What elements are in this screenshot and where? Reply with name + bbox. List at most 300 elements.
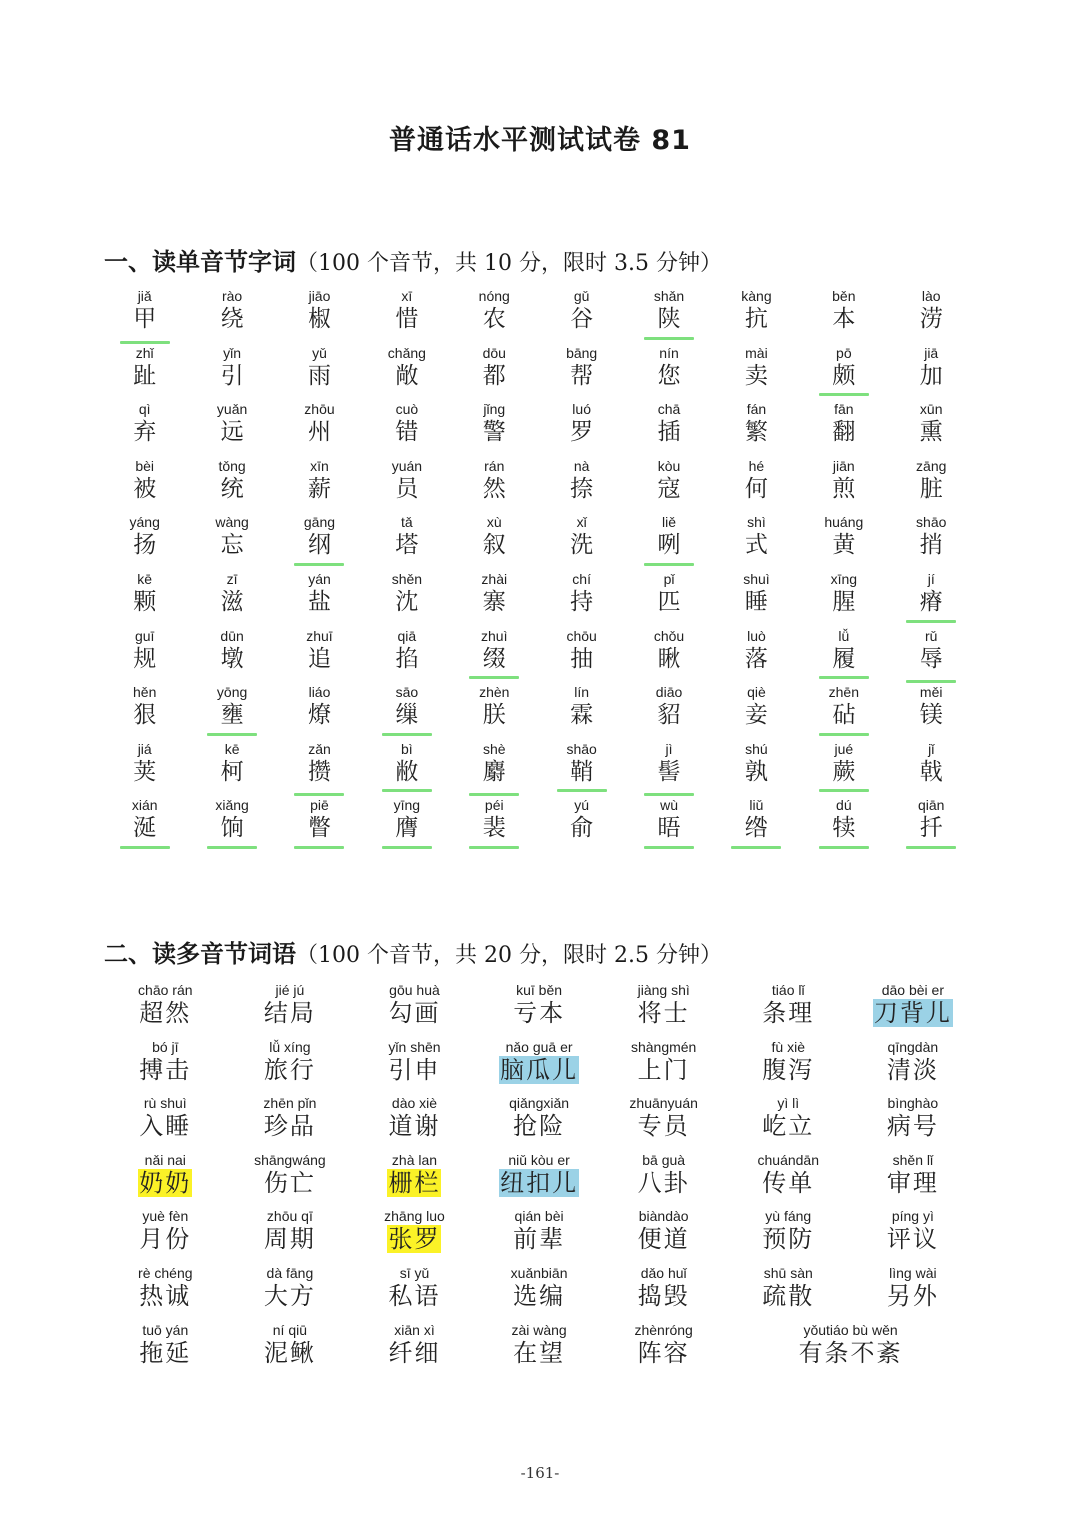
word-cell — [477, 1152, 602, 1209]
pinyin: lǚ xíng — [269, 1038, 311, 1055]
character: 惜 — [395, 306, 419, 332]
pinyin: sāo — [395, 684, 419, 701]
pinyin: shāngwáng — [254, 1151, 326, 1168]
character: 州 — [307, 419, 331, 446]
character: 熏 — [919, 419, 943, 446]
character: 晤 — [657, 815, 681, 842]
word-cell — [726, 1095, 851, 1152]
character: 统 — [220, 475, 244, 502]
pinyin: zhōu — [304, 401, 335, 418]
syllable-cell — [363, 797, 450, 854]
character: 翻 — [832, 419, 856, 446]
pinyin: diāo — [655, 684, 683, 701]
syllable-cell — [363, 628, 450, 685]
character: 繁 — [744, 419, 768, 446]
syllable-cell — [538, 797, 625, 854]
syllable-cell — [101, 571, 188, 628]
character: 卖 — [744, 362, 768, 389]
pinyin: yǐn — [223, 344, 242, 361]
pinyin: dūn — [220, 627, 244, 644]
character: 膺 — [395, 815, 419, 842]
character: 颇 — [832, 362, 856, 389]
pinyin: chāo rán — [138, 982, 193, 998]
syllable-cell — [101, 684, 188, 741]
syllable-cell — [625, 797, 712, 854]
word: 结局 — [263, 999, 316, 1027]
character: 履 — [832, 645, 856, 672]
syllable-cell — [888, 797, 975, 854]
syllable-cell — [363, 288, 450, 345]
pinyin: ní qiū — [272, 1321, 308, 1338]
word-cell — [477, 1265, 602, 1322]
syllable-cell — [363, 345, 450, 402]
syllable-cell — [188, 684, 275, 741]
pinyin: chā — [657, 401, 681, 418]
syllable-cell — [276, 684, 363, 741]
word-cell — [103, 1095, 228, 1152]
character: 麝 — [482, 758, 506, 785]
character: 您 — [657, 362, 681, 389]
underline-mark — [469, 676, 519, 679]
word-cell — [228, 1322, 353, 1379]
pinyin: yīng — [393, 797, 421, 814]
syllable-cell — [625, 401, 712, 458]
pinyin: qiā — [397, 627, 417, 644]
pinyin: piē — [310, 797, 329, 814]
underline-mark — [644, 337, 694, 340]
underline-mark — [294, 563, 344, 566]
word-cell — [601, 1265, 726, 1322]
pinyin: yuǎn — [216, 401, 248, 418]
character: 朕 — [482, 702, 506, 729]
word: 阵容 — [637, 1338, 690, 1367]
pinyin: qiǎngxiǎn — [509, 1095, 570, 1112]
underline-mark — [294, 846, 344, 849]
word: 热诚 — [139, 1281, 192, 1310]
syllable-cell — [888, 571, 975, 628]
syllable-cell — [888, 684, 975, 741]
character: 持 — [570, 588, 594, 615]
character: 缀 — [482, 645, 506, 672]
pinyin: nóng — [478, 288, 510, 304]
pinyin: zhōu qī — [266, 1208, 313, 1225]
pinyin: dào xiè — [391, 1095, 438, 1112]
pinyin: xīng — [830, 570, 858, 587]
pinyin: guī — [134, 627, 155, 644]
character: 寨 — [482, 588, 506, 615]
section-2-note: （100 个音节，共 20 分，限时 2.5 分钟） — [296, 943, 722, 968]
syllable-cell — [101, 458, 188, 515]
syllable-cell — [888, 401, 975, 458]
syllable-cell — [800, 797, 887, 854]
syllable-cell — [625, 288, 712, 345]
syllable-cell — [713, 571, 800, 628]
syllable-cell — [888, 458, 975, 515]
syllable-cell — [888, 514, 975, 571]
syllable-cell — [713, 458, 800, 515]
pinyin: hé — [748, 457, 765, 474]
character: 雨 — [307, 362, 331, 389]
word-cell — [726, 1039, 851, 1096]
underline-mark — [819, 676, 869, 679]
pinyin: luò — [747, 627, 766, 644]
pinyin: zhuānyuán — [629, 1095, 698, 1112]
word: 抢险 — [513, 1112, 566, 1141]
word: 泥鳅 — [263, 1338, 316, 1367]
character: 缫 — [395, 702, 419, 729]
word-cell — [477, 1208, 602, 1265]
syllable-cell — [538, 628, 625, 685]
character: 陕 — [657, 306, 681, 332]
pinyin: gǔ — [573, 288, 590, 304]
pinyin: zhuī — [306, 627, 333, 644]
character: 弃 — [133, 419, 157, 446]
word: 私语 — [388, 1281, 441, 1310]
pinyin: shěn lǐ — [892, 1151, 934, 1168]
word-cell — [477, 1095, 602, 1152]
pinyin: bó jī — [152, 1038, 179, 1055]
character: 薪 — [307, 475, 331, 502]
syllable-cell — [451, 458, 538, 515]
character: 抗 — [744, 306, 768, 332]
pinyin: rào — [221, 288, 243, 304]
pinyin: pǐ — [663, 570, 675, 587]
word-cell — [726, 1322, 975, 1379]
pinyin: chōu — [566, 627, 597, 644]
character: 髻 — [657, 758, 681, 785]
pinyin: niǔ kòu er — [508, 1151, 570, 1168]
character: 然 — [482, 475, 506, 502]
word: 伤亡 — [263, 1168, 316, 1197]
word: 在望 — [513, 1338, 566, 1367]
word-cell — [601, 1208, 726, 1265]
pinyin: tǒng — [218, 457, 246, 474]
pinyin: jiān — [832, 457, 855, 474]
pinyin: yù fáng — [765, 1208, 812, 1225]
syllable-cell — [101, 628, 188, 685]
character: 盐 — [307, 588, 331, 615]
word: 亏本 — [513, 999, 566, 1027]
character: 柯 — [220, 758, 244, 785]
section-1-note: （100 个音节，共 10 分，限时 3.5 分钟） — [296, 251, 722, 276]
word-cell — [851, 1152, 976, 1209]
character: 追 — [307, 645, 331, 672]
pinyin: yuán — [391, 457, 423, 474]
underline-mark — [906, 680, 956, 683]
pinyin: fán — [746, 401, 767, 418]
syllable-cell — [713, 401, 800, 458]
character: 壅 — [220, 702, 244, 729]
pinyin: kē — [224, 740, 240, 757]
syllable-cell — [276, 797, 363, 854]
pinyin: xǐ — [576, 514, 587, 531]
syllable-cell — [188, 797, 275, 854]
word-cell — [477, 1039, 602, 1096]
character: 规 — [133, 645, 157, 672]
syllable-cell — [713, 514, 800, 571]
underline-mark — [906, 620, 956, 623]
pinyin: tiáo lǐ — [771, 982, 805, 998]
character: 脏 — [919, 475, 943, 502]
syllable-cell — [713, 628, 800, 685]
pinyin: shěn — [391, 570, 423, 587]
pinyin: dāo bèi er — [881, 982, 944, 998]
word: 另外 — [886, 1281, 939, 1310]
word-cell — [352, 1265, 477, 1322]
syllable-cell — [276, 345, 363, 402]
word-cell — [477, 1322, 602, 1379]
syllable-cell — [451, 797, 538, 854]
pinyin: zhà lan — [391, 1151, 438, 1168]
character: 孰 — [744, 758, 768, 785]
character: 镁 — [919, 702, 943, 729]
word-cell — [851, 1265, 976, 1322]
pinyin: yáng — [129, 514, 160, 531]
character: 咧 — [657, 532, 681, 559]
word-cell — [601, 1322, 726, 1379]
pinyin: zhāng luo — [384, 1208, 445, 1225]
syllable-cell — [363, 571, 450, 628]
character: 洗 — [570, 532, 594, 559]
syllable-cell — [800, 628, 887, 685]
pinyin: jiàng shì — [637, 982, 690, 998]
character: 纲 — [307, 532, 331, 559]
syllable-cell — [101, 741, 188, 798]
character: 趾 — [133, 362, 157, 389]
character: 错 — [395, 419, 419, 446]
syllable-cell — [713, 288, 800, 345]
syllable-cell — [276, 628, 363, 685]
character: 鞘 — [570, 758, 594, 785]
word-cell — [103, 1265, 228, 1322]
word: 旅行 — [263, 1055, 316, 1084]
character: 敞 — [395, 362, 419, 389]
pinyin: bèi — [135, 457, 155, 474]
character: 掐 — [395, 645, 419, 672]
syllable-cell — [538, 571, 625, 628]
underline-mark — [120, 341, 170, 344]
character: 加 — [919, 362, 943, 389]
word-cell — [352, 982, 477, 1039]
syllable-cell — [888, 628, 975, 685]
pinyin: péi — [484, 797, 504, 814]
word: 评议 — [886, 1225, 939, 1254]
pinyin: shè — [482, 740, 506, 757]
pinyin: nǎi nai — [144, 1151, 186, 1168]
character: 帮 — [570, 362, 594, 389]
character: 腥 — [832, 588, 856, 615]
word-cell — [228, 982, 353, 1039]
syllable-cell — [800, 401, 887, 458]
pinyin: zī — [226, 570, 238, 587]
pinyin: gōu huà — [389, 982, 440, 998]
pinyin: yuè fèn — [142, 1208, 189, 1225]
underline-mark — [469, 793, 519, 796]
word: 腹泻 — [762, 1055, 815, 1084]
character: 匹 — [657, 588, 681, 615]
pinyin: shū sàn — [763, 1264, 813, 1281]
character: 煎 — [832, 475, 856, 502]
pinyin: xiǎng — [215, 797, 249, 814]
character: 霖 — [570, 702, 594, 729]
pinyin: dōu — [482, 344, 506, 361]
syllable-cell — [625, 684, 712, 741]
syllable-cell — [800, 458, 887, 515]
word-cell — [726, 1152, 851, 1209]
word: 拖延 — [139, 1338, 192, 1367]
word-cell — [352, 1322, 477, 1379]
word: 勾画 — [388, 999, 441, 1027]
character: 涝 — [919, 306, 943, 332]
pinyin: lǚ — [838, 627, 850, 644]
syllable-cell — [538, 741, 625, 798]
character: 燎 — [307, 702, 331, 729]
character: 远 — [220, 419, 244, 446]
syllable-cell — [888, 288, 975, 345]
syllable-cell — [800, 571, 887, 628]
word-cell — [228, 1152, 353, 1209]
pinyin: jì — [665, 740, 673, 757]
character: 貂 — [657, 702, 681, 729]
word-cell — [601, 982, 726, 1039]
pinyin: qiān — [917, 797, 945, 814]
character: 扬 — [133, 532, 157, 559]
pinyin: kē — [137, 570, 153, 587]
pinyin: kuī běn — [516, 982, 563, 998]
pinyin: xuǎnbiān — [510, 1264, 568, 1281]
word-cell — [352, 1208, 477, 1265]
pinyin: bāng — [566, 344, 598, 361]
syllable-cell — [188, 628, 275, 685]
underline-mark — [207, 733, 257, 736]
pinyin: xī — [401, 288, 413, 304]
syllable-cell — [188, 458, 275, 515]
pinyin: qīngdàn — [887, 1038, 939, 1055]
pinyin: dǎo huǐ — [640, 1264, 687, 1281]
pinyin: biàndào — [638, 1208, 689, 1225]
pinyin: chuándān — [757, 1151, 820, 1168]
character: 捎 — [919, 532, 943, 559]
pinyin: shì — [747, 514, 766, 531]
syllable-cell — [363, 741, 450, 798]
pinyin: shuì — [743, 570, 770, 587]
pinyin: dà fāng — [266, 1264, 314, 1281]
pinyin: jǐng — [483, 401, 506, 418]
pinyin: shú — [745, 740, 768, 757]
section-2-heading — [104, 934, 722, 969]
syllable-cell — [538, 288, 625, 345]
pinyin: shāo — [566, 740, 597, 757]
word: 纽扣儿 — [500, 1168, 579, 1197]
word: 便道 — [637, 1225, 690, 1254]
pinyin: tǎ — [401, 514, 413, 531]
pinyin: jiā — [924, 344, 939, 361]
character: 捺 — [570, 475, 594, 502]
syllable-cell — [538, 458, 625, 515]
word: 传单 — [762, 1168, 815, 1197]
word: 前辈 — [513, 1225, 566, 1254]
pinyin: liǔ — [749, 797, 764, 814]
word-cell — [726, 1265, 851, 1322]
pinyin: xián — [131, 797, 158, 814]
underline-mark — [469, 846, 519, 849]
character: 妾 — [744, 702, 768, 729]
word-cell — [601, 1095, 726, 1152]
word-cell — [228, 1265, 353, 1322]
syllable-cell — [713, 797, 800, 854]
syllable-cell — [188, 401, 275, 458]
underline-mark — [906, 846, 956, 849]
character: 谷 — [570, 306, 594, 332]
underline-mark — [644, 563, 694, 566]
syllable-cell — [188, 741, 275, 798]
pinyin: xiān xì — [394, 1321, 435, 1338]
syllable-cell — [800, 514, 887, 571]
word: 有条不紊 — [798, 1338, 903, 1367]
word: 预防 — [762, 1225, 815, 1254]
character: 黄 — [832, 532, 856, 559]
underline-mark — [819, 846, 869, 849]
word-cell — [228, 1095, 353, 1152]
word: 八卦 — [637, 1168, 690, 1197]
character: 砧 — [832, 702, 856, 729]
character: 裴 — [482, 815, 506, 842]
character: 甲 — [133, 306, 157, 332]
pinyin: wàng — [215, 514, 249, 531]
syllable-cell — [451, 684, 538, 741]
pinyin: běn — [832, 288, 856, 304]
character: 瘠 — [919, 588, 943, 615]
syllable-cell — [101, 514, 188, 571]
character: 辱 — [919, 645, 943, 672]
underline-mark — [207, 846, 257, 849]
pinyin: zhǐ — [135, 344, 154, 361]
word: 栅栏 — [388, 1168, 441, 1197]
pinyin: qì — [138, 401, 151, 418]
syllable-cell — [800, 741, 887, 798]
syllable-cell — [888, 345, 975, 402]
pinyin: nà — [573, 457, 590, 474]
word-cell — [601, 1039, 726, 1096]
character: 涎 — [133, 815, 157, 842]
syllable-cell — [363, 514, 450, 571]
syllable-cell — [188, 514, 275, 571]
word: 屹立 — [762, 1112, 815, 1141]
syllable-cell — [800, 684, 887, 741]
pinyin: qián bèi — [514, 1208, 564, 1225]
pinyin: luó — [572, 401, 591, 418]
pinyin: tuō yán — [142, 1321, 189, 1338]
character: 荚 — [133, 758, 157, 785]
page-number: -161- — [520, 1464, 560, 1482]
word: 清淡 — [886, 1055, 939, 1084]
pinyin: yǐn shēn — [388, 1038, 441, 1055]
underline-mark — [120, 846, 170, 849]
underline-mark — [294, 793, 344, 796]
pinyin: nǎo guā er — [505, 1038, 573, 1055]
pinyin: wù — [660, 797, 678, 814]
pinyin: zhēn — [828, 684, 859, 701]
pinyin: kòu — [657, 457, 681, 474]
pinyin: fù xiè — [771, 1038, 805, 1055]
pinyin: yǔ — [312, 344, 327, 361]
character: 警 — [482, 419, 506, 446]
pinyin: jiá — [137, 740, 152, 757]
character: 寇 — [657, 475, 681, 502]
pinyin: liě — [662, 514, 677, 531]
section-1-title: 一、读单音节字词 — [104, 248, 296, 276]
word: 选编 — [513, 1281, 566, 1310]
